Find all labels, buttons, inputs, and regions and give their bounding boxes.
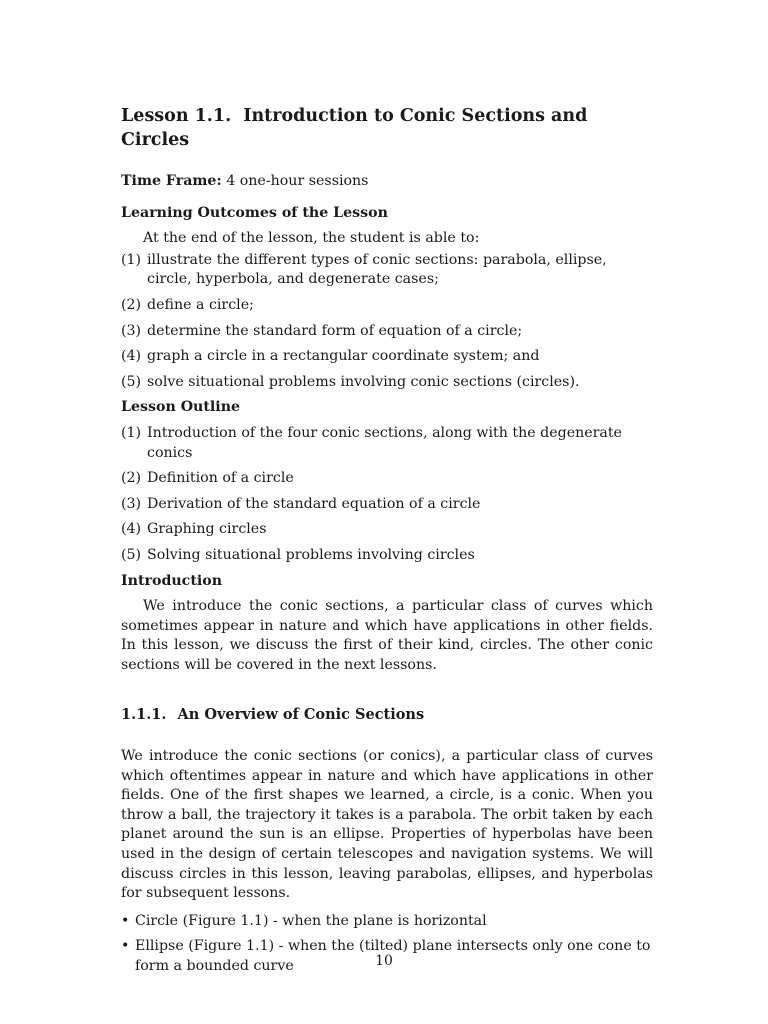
document-page — [121, 104, 653, 983]
outline-text: Derivation of the standard equation of a circle — [147, 495, 481, 512]
page-number: 10 — [375, 953, 393, 969]
outcome-number: (4) — [121, 348, 142, 365]
lesson-number: Lesson 1.1. — [121, 106, 232, 126]
time-frame-label: Time Frame: — [121, 173, 222, 189]
outcome-item — [121, 251, 653, 290]
outline-text: Introduction of the four conic sections, along with the degenerate conics — [147, 424, 622, 461]
outline-list — [121, 424, 653, 566]
outcome-number: (1) — [121, 251, 142, 268]
overview-number: 1.1.1. — [121, 706, 167, 724]
outcome-text: graph a circle in a rectangular coordinate system; and — [147, 348, 540, 365]
outline-number: (2) — [121, 470, 142, 487]
outline-number: (4) — [121, 521, 142, 538]
outcome-item — [121, 322, 653, 342]
outcomes-intro: At the end of the lesson, the student is able to: — [143, 230, 480, 247]
outcome-item — [121, 296, 653, 316]
lesson-title — [121, 104, 653, 152]
bullet-item — [121, 912, 653, 932]
overview-title: An Overview of Conic Sections — [177, 706, 425, 724]
outline-item — [121, 495, 653, 515]
outline-number: (3) — [121, 495, 142, 512]
outcome-text: solve situational problems involving conic sections (circles). — [147, 373, 580, 390]
outline-heading: Lesson Outline — [121, 399, 241, 416]
outline-item — [121, 520, 653, 540]
outline-text: Definition of a circle — [147, 470, 294, 487]
outline-text: Graphing circles — [147, 521, 267, 538]
outcome-number: (5) — [121, 373, 142, 390]
outcome-text: determine the standard form of equation of a circle; — [147, 322, 523, 339]
outline-item — [121, 546, 653, 566]
bullet-text: Ellipse (Figure 1.1) - when the (tilted) plane intersects only one cone to form a bounded curve — [135, 938, 651, 974]
outcomes-heading: Learning Outcomes of the Lesson — [121, 204, 388, 221]
outcome-text: illustrate the different types of conic sections: parabola, ellipse, circle, hyperbola, and degenerate cases; — [147, 251, 607, 288]
time-frame — [121, 172, 653, 192]
outcome-item — [121, 347, 653, 367]
outline-item — [121, 469, 653, 489]
outcome-text: define a circle; — [147, 296, 254, 313]
bullet-icon: • — [121, 938, 130, 955]
outcome-number: (3) — [121, 322, 142, 339]
bullet-text: Circle (Figure 1.1) - when the plane is horizontal — [135, 912, 487, 929]
outcome-item — [121, 373, 653, 393]
outline-number: (1) — [121, 424, 142, 441]
overview-paragraph: We introduce the conic sections (or conics), a particular class of curves which oftentimes appear in nature and which have applications in other fields. One of the first shapes we learned, a circle, is a conic. When you throw a ball, the trajectory it takes is a parabola. The orbit taken by each planet around the sun is an ellipse. Properties of hyperbolas have been used in the design of certain telescopes and navigation systems. We will discuss circles in this lesson, leaving parabolas, ellipses, and hyperbolas for subsequent lessons. — [121, 748, 653, 902]
outline-number: (5) — [121, 546, 142, 563]
outcome-number: (2) — [121, 296, 142, 313]
outcomes-list — [121, 251, 653, 393]
overview-heading — [121, 705, 653, 725]
bullet-icon: • — [121, 912, 130, 929]
time-frame-value: 4 one-hour sessions — [226, 173, 369, 189]
lesson-title-text: Introduction to Conic Sections and Circles — [121, 106, 588, 150]
outline-item — [121, 424, 653, 463]
introduction-heading: Introduction — [121, 572, 223, 589]
introduction-paragraph: We introduce the conic sections, a particular class of curves which sometimes appear in nature and which have applications in other fields. In this lesson, we discuss the first of their kind, circles. The other conic sections will be covered in the next lessons. — [121, 598, 653, 673]
outline-text: Solving situational problems involving circles — [147, 546, 475, 563]
